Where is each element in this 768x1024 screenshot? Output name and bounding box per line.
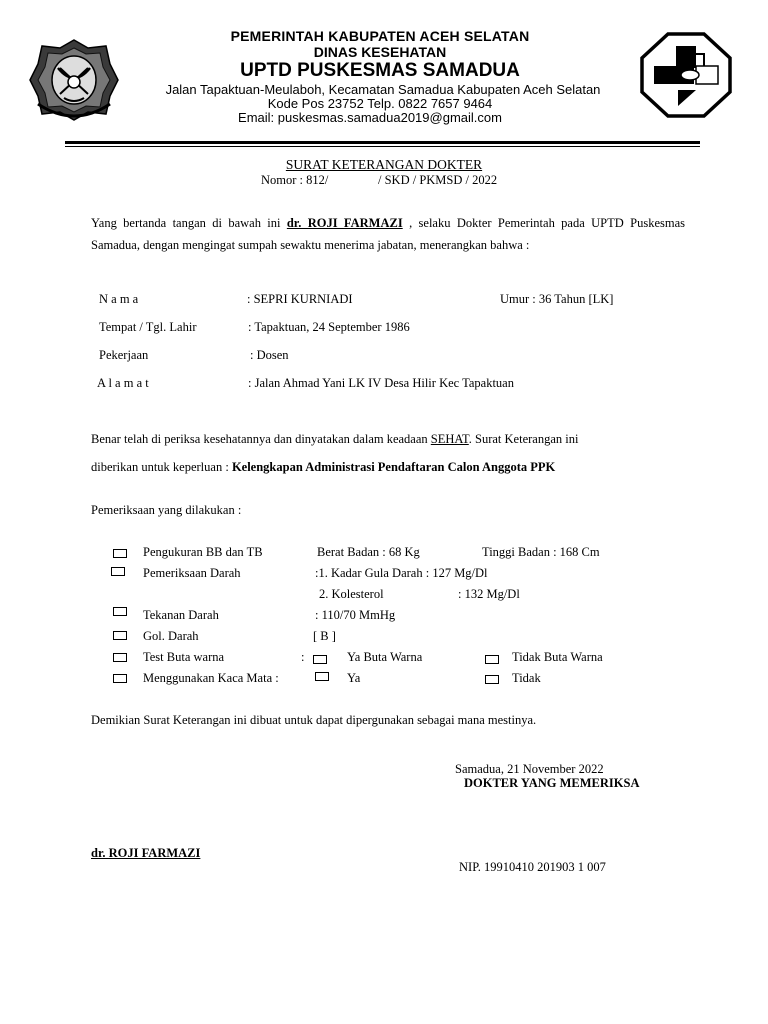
age-value: Umur : 36 Tahun [LK] xyxy=(500,292,614,306)
statement-line1 xyxy=(91,432,578,447)
color-blind-test-checkbox[interactable] xyxy=(113,653,127,662)
color-blind-test-label: Test Buta warna xyxy=(143,650,225,664)
job-value: : Dosen xyxy=(250,348,289,362)
header-institution: UPTD PUSKESMAS SAMADUA xyxy=(240,60,520,81)
address-label: A l a m a t xyxy=(97,376,149,390)
glasses-checkbox[interactable] xyxy=(113,674,127,683)
color-blind-yes-label: Ya Buta Warna xyxy=(347,650,423,664)
glasses-no-label: Tidak xyxy=(512,671,541,685)
purpose-label: diberikan untuk keperluan : xyxy=(91,460,229,474)
header-department: DINAS KESEHATAN xyxy=(313,44,447,60)
blood-pressure-checkbox[interactable] xyxy=(113,607,127,616)
glasses-label: Menggunakan Kaca Mata : xyxy=(143,671,279,685)
signature-place-date: Samadua, 21 November 2022 xyxy=(455,762,604,776)
color-blind-yes-checkbox[interactable] xyxy=(313,655,327,664)
glasses-no-checkbox[interactable] xyxy=(485,675,499,684)
blood-exam-checkbox[interactable] xyxy=(111,567,125,576)
bbtb-checkbox[interactable] xyxy=(113,549,127,558)
header-divider-thick xyxy=(65,141,700,144)
health-status: SEHAT xyxy=(430,432,469,446)
color-blind-no-label: Tidak Buta Warna xyxy=(512,650,603,664)
statement-before: Benar telah di periksa kesehatannya dan dinyatakan dalam keadaan xyxy=(91,432,428,446)
color-blind-no-checkbox[interactable] xyxy=(485,655,499,664)
blood-type-checkbox[interactable] xyxy=(113,631,127,640)
blood-type-value: [ B ] xyxy=(313,629,336,643)
color-blind-colon: : xyxy=(301,650,305,664)
statement-after: . Surat Keterangan ini xyxy=(468,432,579,446)
blood-sugar-value: :1. Kadar Gula Darah : 127 Mg/Dl xyxy=(315,566,488,580)
bbtb-label: Pengukuran BB dan TB xyxy=(143,545,263,559)
cholesterol-label: 2. Kolesterol xyxy=(319,587,384,601)
name-value: : SEPRI KURNIADI xyxy=(247,292,353,306)
header-email: Email: puskesmas.samadua2019@gmail.com xyxy=(238,110,502,125)
exam-heading: Pemeriksaan yang dilakukan : xyxy=(91,503,242,517)
regency-emblem-logo xyxy=(28,38,120,122)
intro-before: Yang bertanda tangan di bawah ini xyxy=(91,216,281,230)
closing-statement: Demikian Surat Keterangan ini dibuat untuk dapat dipergunakan sebagai mana mestinya. xyxy=(91,713,537,727)
birth-value: : Tapaktuan, 24 September 1986 xyxy=(248,320,410,334)
document-title: SURAT KETERANGAN DOKTER xyxy=(285,157,483,172)
birth-label: Tempat / Tgl. Lahir xyxy=(99,320,197,334)
signature-doctor-name: dr. ROJI FARMAZI xyxy=(91,846,201,860)
signature-role: DOKTER YANG MEMERIKSA xyxy=(464,776,640,790)
statement-line2 xyxy=(91,460,555,475)
cholesterol-value: : 132 Mg/Dl xyxy=(458,587,520,601)
puskesmas-logo xyxy=(640,32,732,118)
header-address: Jalan Tapaktuan-Meulaboh, Kecamatan Samadua Kabupaten Aceh Selatan xyxy=(165,82,601,97)
header-government: PEMERINTAH KABUPATEN ACEH SELATAN xyxy=(230,28,530,44)
intro-paragraph xyxy=(91,212,685,256)
blood-type-label: Gol. Darah xyxy=(143,629,199,643)
height-value: Tinggi Badan : 168 Cm xyxy=(482,545,600,559)
header-postal: Kode Pos 23752 Telp. 0822 7657 9464 xyxy=(267,96,493,111)
name-label: N a m a xyxy=(99,292,139,306)
intro-doctor-name: dr. ROJI FARMAZI xyxy=(286,216,403,230)
job-label: Pekerjaan xyxy=(99,348,149,362)
intro-after: , selaku Dokter Pemerintah pada UPTD Puskesmas Samadua, dengan mengingat sumpah sewaktu menerima jabatan, menerangkan bahwa : xyxy=(91,216,685,252)
weight-value: Berat Badan : 68 Kg xyxy=(317,545,420,559)
blood-exam-label: Pemeriksaan Darah xyxy=(143,566,241,580)
blood-pressure-label: Tekanan Darah xyxy=(143,608,219,622)
address-value: : Jalan Ahmad Yani LK IV Desa Hilir Kec Tapaktuan xyxy=(248,376,514,390)
header-divider-thin xyxy=(65,146,700,147)
document-number-suffix: / SKD / PKMSD / 2022 xyxy=(378,173,498,187)
glasses-yes-label: Ya xyxy=(347,671,361,685)
purpose-value: Kelengkapan Administrasi Pendaftaran Calon Anggota PPK xyxy=(231,460,556,474)
glasses-yes-checkbox[interactable] xyxy=(315,672,329,681)
blood-pressure-value: : 110/70 MmHg xyxy=(315,608,396,622)
document-number-prefix: Nomor : 812/ xyxy=(261,173,329,187)
signature-nip: NIP. 19910410 201903 1 007 xyxy=(459,860,606,874)
